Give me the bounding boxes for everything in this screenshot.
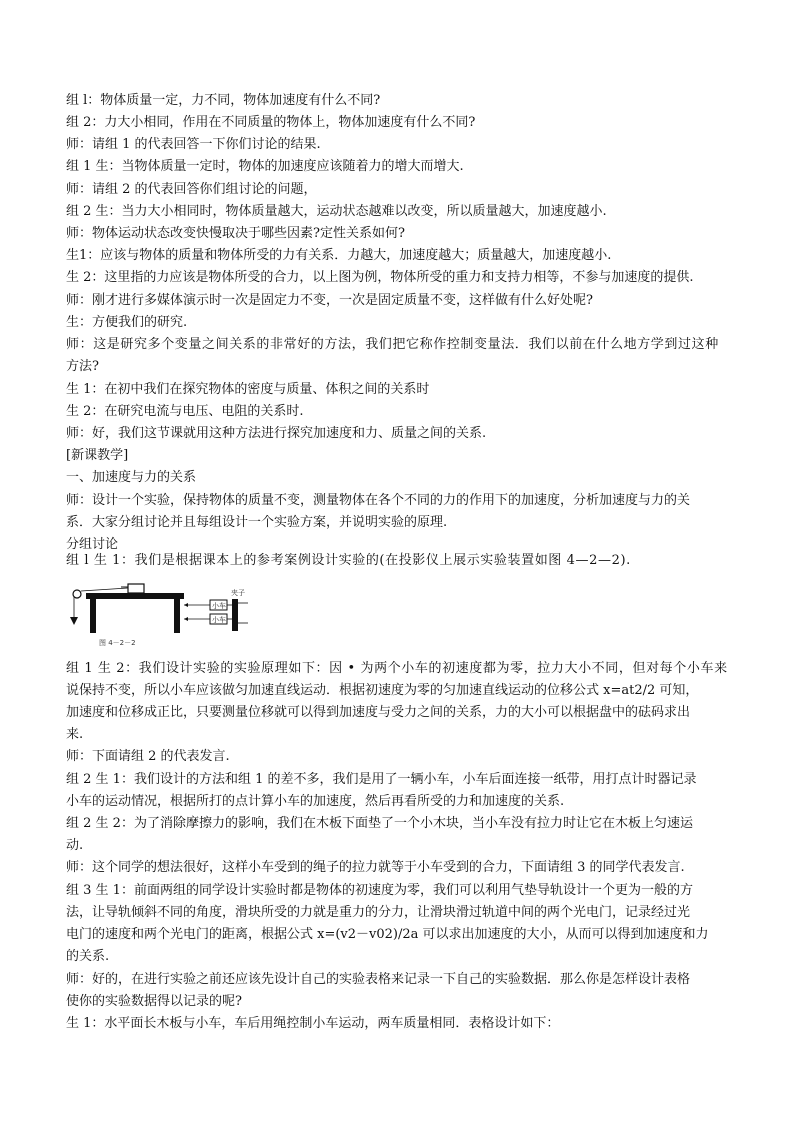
- text-line: 师：好，我们这节课就用这种方法进行探究加速度和力、质量之间的关系.: [66, 426, 487, 441]
- cart-label: 小车: [212, 602, 226, 610]
- cart-label: 小车: [212, 616, 226, 624]
- text-line: 师：设计一个实验，保持物体的质量不变，测量物体在各个不同的力的作用下的加速度，分析加速度与力的关: [66, 493, 691, 508]
- text-line: 生 2：这里指的力应该是物体所受的合力，以上图为例，物体所受的重力和支持力相等，不参与加速度的提供.: [66, 270, 694, 285]
- text-line: 师：物体运动状态改变快慢取决于哪些因素?定性关系如何?: [66, 226, 405, 241]
- text-line: 组 2 生 1：我们设计的方法和组 1 的差不多，我们是用了一辆小车，小车后面连接一纸带，用打点计时器记录: [66, 772, 697, 787]
- text-line: 动.: [66, 838, 84, 853]
- figure-caption: 图 4－2－2: [99, 639, 136, 647]
- section-heading: 一、加速度与力的关系: [66, 470, 197, 485]
- text-line: 师：这是研究多个变量之间关系的非常好的方法，我们把它称作控制变量法．我们以前在什么地方学到过这种: [66, 337, 719, 352]
- text-line: 加速度和位移成正比，只要测量位移就可以得到加速度与受力之间的关系，力的大小可以根据盘中的砝码求出: [66, 705, 691, 720]
- text-line: 师：刚才进行多媒体演示时一次是固定力不变，一次是固定质量不变，这样做有什么好处呢?: [66, 293, 593, 308]
- text-line: 组 1 生：当物体质量一定时，物体的加速度应该随着力的增大而增大.: [66, 159, 464, 174]
- text-line: 的关系.: [66, 949, 110, 964]
- clip-label: 夹子: [231, 589, 245, 597]
- text-line: 组 2 生：当力大小相同时，物体质量越大，运动状态越难以改变，所以质量越大，加速度越小.: [66, 204, 607, 219]
- text-line: 师：下面请组 2 的代表发言.: [66, 749, 230, 764]
- text-line: 生 2：在研究电流与电压、电阻的关系时.: [66, 404, 304, 419]
- text-line: 师：这个同学的想法很好，这样小车受到的绳子的拉力就等于小车受到的合力，下面请组 3 的同学代表发言.: [66, 860, 685, 875]
- text-line: 组 2：力大小相同，作用在不同质量的物体上，物体加速度有什么不同?: [66, 115, 476, 130]
- experiment-figure: [66, 573, 256, 649]
- text-line: 法，让导轨倾斜不同的角度，滑块所受的力就是重力的分力，让滑块滑过轨道中间的两个光电门，记录经过光: [66, 905, 691, 920]
- text-line: 使你的实验数据得以记录的呢?: [66, 994, 242, 1009]
- text-line: 电门的速度和两个光电门的距离，根据公式 x=(v2－v02)/2a 可以求出加速度的大小，从而可以得到加速度和力: [66, 927, 709, 942]
- section-label: [新课教学]: [66, 448, 129, 463]
- text-line: 师：请组 1 的代表回答一下你们讨论的结果.: [66, 137, 321, 152]
- text-line: 小车的运动情况，根据所打的点计算小车的加速度，然后再看所受的力和加速度的关系.: [66, 794, 565, 809]
- text-line: 组 3 生 1：前面两组的同学设计实验时都是物体的初速度为零，我们可以利用气垫导轨设计一个更为一般的方: [66, 883, 693, 898]
- text-line: 组 1 生 2：我们设计实验的实验原理如下：因 • 为两个小车的初速度都为零，拉力大小不同，但对每个小车来: [66, 661, 728, 676]
- text-line: 生：方便我们的研究.: [66, 315, 188, 330]
- text-line: 组 2 生 2：为了消除摩擦力的影响，我们在木板下面垫了一个小木块，当小车没有拉力时让它在木板上匀速运: [66, 816, 693, 831]
- text-line: 师：好的，在进行实验之前还应该先设计自己的实验表格来记录一下自己的实验数据．那么你是怎样设计表格: [66, 972, 691, 987]
- text-line: 师：请组 2 的代表回答你们组讨论的问题，: [66, 182, 317, 197]
- text-line: 来.: [66, 727, 84, 742]
- text-line: 组 l：物体质量一定，力不同，物体加速度有什么不同?: [66, 93, 381, 108]
- text-line: 组 l 生 1：我们是根据课本上的参考案例设计实验的(在投影仪上展示实验装置如图 4—2—2).: [66, 553, 631, 568]
- text-line: 生1：应该与物体的质量和物体所受的力有关系．力越大，加速度越大；质量越大，加速度越小.: [66, 248, 612, 263]
- text-line: 说保持不变，所以小车应该做匀加速直线运动．根据初速度为零的匀加速直线运动的位移公式 x=at2/2 可知，: [66, 683, 699, 698]
- text-line: 生 1：在初中我们在探究物体的密度与质量、体积之间的关系时: [66, 382, 430, 397]
- text-line: 系．大家分组讨论并且每组设计一个实验方案，并说明实验的原理.: [66, 515, 448, 530]
- text-line: 方法?: [66, 359, 99, 374]
- text-line: 分组讨论: [66, 537, 119, 552]
- text-line: 生 1：水平面长木板与小车，车后用绳控制小车运动，两车质量相同．表格设计如下：: [66, 1016, 560, 1031]
